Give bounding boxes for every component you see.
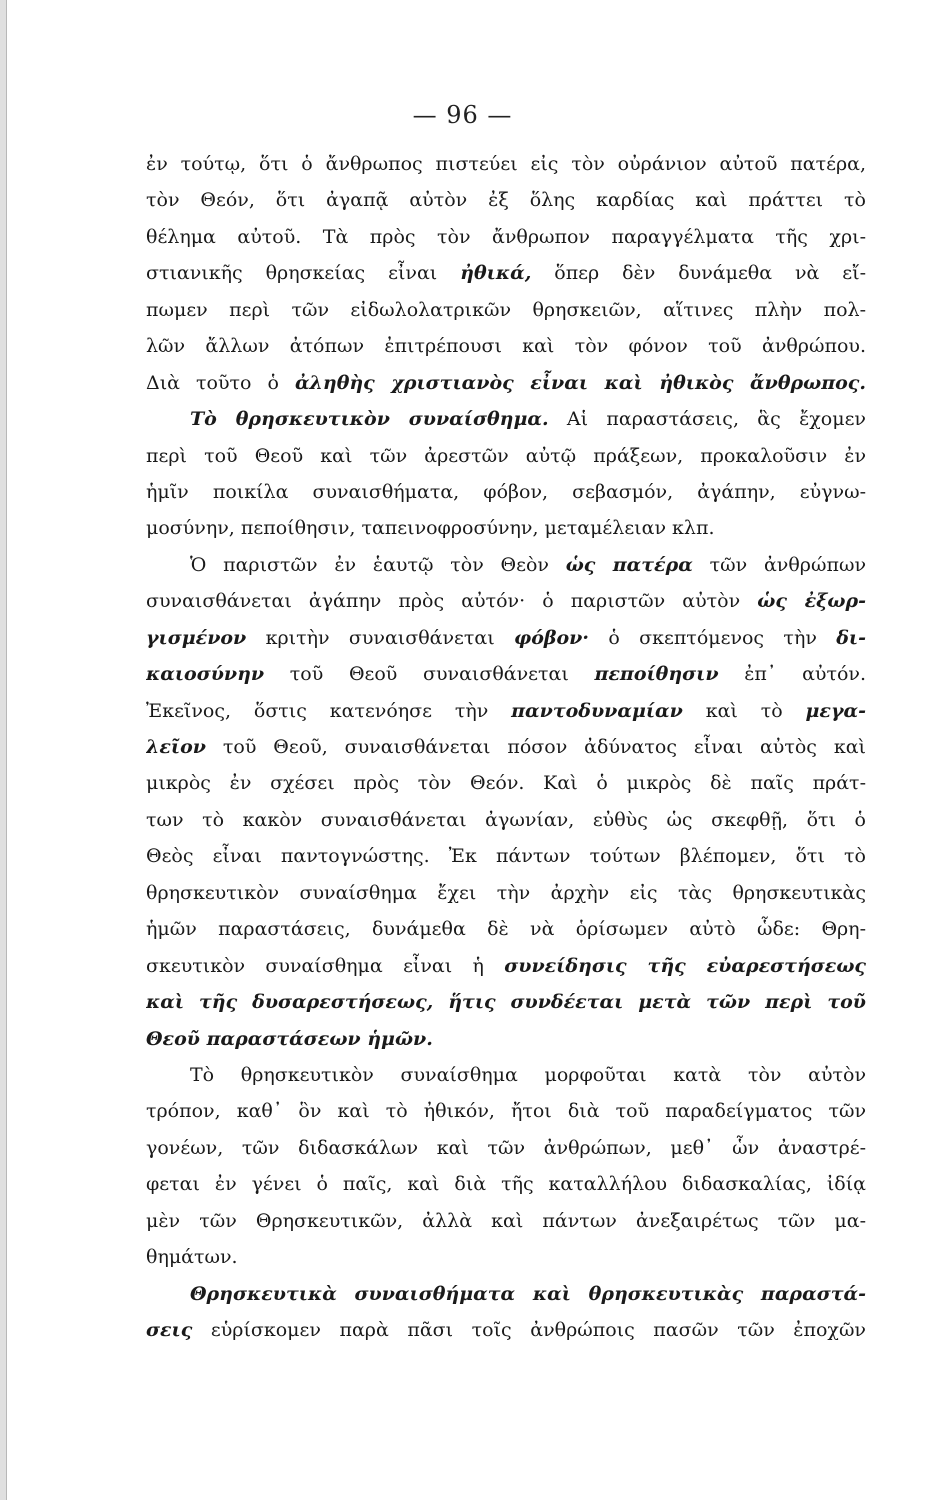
text-line: [146, 620, 866, 656]
text-segment: θέλημα αὐτοῦ. Τὰ πρὸς τὸν ἄνθρωπον παραγγέλματα τῆς χρι-: [146, 225, 866, 248]
text-segment: μοσύνην, πεποίθησιν, ταπεινοφροσύνην, μεταμέλειαν κλπ.: [146, 517, 715, 540]
text-line: [146, 583, 866, 619]
text-segment: ὁ σκεπτόμενος τὴν: [588, 626, 837, 649]
text-segment: συναισθάνεται ἀγάπην πρὸς αὐτόν· ὁ παριστῶν αὐτὸν: [146, 590, 758, 613]
body-text: [146, 146, 866, 1348]
text-segment: κριτὴν συναισθάνεται: [246, 626, 515, 649]
emphasis-text: φόβον·: [514, 626, 589, 649]
emphasis-text: ὡς πατέρα: [565, 553, 693, 576]
text-segment: Αἱ παραστάσεις, ἃς ἔχομεν: [548, 408, 866, 431]
emphasis-text: παντοδυναμίαν: [511, 699, 683, 722]
text-line: [146, 255, 866, 291]
text-segment: Τὸ θρησκευτικὸν συναίσθημα μορφοῦται κατὰ τὸν αὐτὸν: [190, 1063, 866, 1086]
text-line: [146, 1057, 866, 1093]
text-segment: Ὁ παριστῶν ἐν ἑαυτῷ τὸν Θεὸν: [190, 553, 566, 576]
emphasis-text: μεγα-: [805, 699, 866, 722]
text-segment: ἡμῶν παραστάσεις, δυνάμεθα δὲ νὰ ὁρίσωμεν αὐτὸ ὧδε: Θρη-: [146, 918, 866, 941]
text-line: [146, 1239, 866, 1275]
text-segment: Θεὸς εἶναι παντογνώστης. Ἐκ πάντων τούτων βλέπομεν, ὅτι τὸ: [146, 845, 866, 868]
emphasis-text: Θεοῦ παραστάσεων ἡμῶν.: [146, 1027, 433, 1050]
text-line: [146, 838, 866, 874]
text-line: [146, 401, 866, 437]
emphasis-text: γισμένον: [146, 626, 247, 649]
text-line: [146, 365, 866, 401]
text-line: [146, 802, 866, 838]
text-line: [146, 1312, 866, 1348]
text-line: [146, 875, 866, 911]
text-segment: σκευτικὸν συναίσθημα εἶναι ἡ: [146, 954, 505, 977]
text-line: [146, 182, 866, 218]
emphasis-text: σεις: [146, 1319, 193, 1341]
emphasis-text: καὶ τῆς δυσαρεστήσεως, ἥτις συνδέεται μετὰ τῶν περὶ τοῦ: [146, 991, 866, 1014]
emphasis-text: Τὸ θρησκευτικὸν συναίσθημα.: [190, 408, 549, 431]
text-line: [146, 438, 866, 474]
emphasis-text: ὡς ἐξωρ-: [757, 590, 866, 613]
text-segment: τῶν ἀνθρώπων: [692, 553, 866, 576]
text-line: [146, 1276, 866, 1312]
page-edge: [0, 0, 7, 1500]
text-segment: τὸν Θεόν, ὅτι ἀγαπᾷ αὐτὸν ἐξ ὅλης καρδίας καὶ πράττει τὸ: [146, 189, 866, 212]
text-segment: θρησκευτικὸν συναίσθημα ἔχει τὴν ἀρχὴν εἰς τὰς θρησκευτικὰς: [146, 881, 866, 904]
text-segment: ἡμῖν ποικίλα συναισθήματα, φόβον, σεβασμόν, ἀγάπην, εὐγνω-: [146, 480, 866, 503]
text-line: [146, 510, 866, 546]
text-line: [146, 1093, 866, 1129]
emphasis-text: Θρησκευτικὰ συναισθήματα καὶ θρησκευτικὰς παραστά-: [190, 1282, 866, 1305]
text-segment: ἐν τούτῳ, ὅτι ὁ ἄνθρωπος πιστεύει εἰς τὸν οὐράνιον αὐτοῦ πατέρα,: [146, 153, 866, 175]
emphasis-text: ἠθικά,: [460, 262, 532, 285]
text-line: [146, 292, 866, 328]
text-segment: στιανικῆς θρησκείας εἶναι: [146, 262, 461, 285]
text-segment: φεται ἐν γένει ὁ παῖς, καὶ διὰ τῆς καταλλήλου διδασκαλίας, ἰδίᾳ: [146, 1173, 866, 1196]
emphasis-text: καιοσύνην: [146, 663, 265, 686]
text-segment: θημάτων.: [146, 1246, 238, 1269]
text-line: [146, 948, 866, 984]
text-line: [146, 1130, 866, 1166]
text-segment: καὶ τὸ: [682, 699, 806, 722]
page-number: — 96 —: [412, 101, 513, 129]
emphasis-text: λεῖον: [146, 736, 206, 758]
text-line: [146, 984, 866, 1020]
text-segment: μὲν τῶν Θρησκευτικῶν, ἀλλὰ καὶ πάντων ἀνεξαιρέτως τῶν μα-: [146, 1209, 866, 1232]
text-segment: των τὸ κακὸν συναισθάνεται ἀγωνίαν, εὐθὺς ὡς σκεφθῇ, ὅτι ὁ: [146, 808, 866, 831]
text-segment: μικρὸς ἐν σχέσει πρὸς τὸν Θεόν. Καὶ ὁ μικρὸς δὲ παῖς πράτ-: [146, 772, 866, 795]
text-segment: γονέων, τῶν διδασκάλων καὶ τῶν ἀνθρώπων, μεθ᾽ ὧν ἀναστρέ-: [146, 1136, 866, 1159]
text-segment: εὑρίσκομεν παρὰ πᾶσι τοῖς ἀνθρώποις πασῶν τῶν ἐποχῶν: [192, 1319, 866, 1341]
text-line: [146, 729, 866, 765]
emphasis-text: συνείδησις τῆς εὐαρεστήσεως: [504, 954, 866, 977]
text-segment: τρόπον, καθ᾽ ὃν καὶ τὸ ἠθικόν, ἤτοι διὰ τοῦ παραδείγματος τῶν: [146, 1100, 866, 1123]
text-segment: Ἐκεῖνος, ὅστις κατενόησε τὴν: [146, 699, 512, 722]
text-segment: πωμεν περὶ τῶν εἰδωλολατρικῶν θρησκειῶν, αἵτινες πλὴν πολ-: [146, 298, 866, 321]
text-segment: Διὰ τοῦτο ὁ: [146, 371, 295, 394]
text-segment: λῶν ἄλλων ἀτόπων ἐπιτρέπουσι καὶ τὸν φόνον τοῦ ἀνθρώπου.: [146, 335, 866, 358]
text-line: [146, 1203, 866, 1239]
emphasis-text: πεποίθησιν: [594, 663, 719, 686]
text-line: [146, 1021, 866, 1057]
text-segment: ἐπ᾽ αὐτόν.: [718, 663, 866, 686]
emphasis-text: ἀληθὴς χριστιανὸς εἶναι καὶ ἠθικὸς ἄνθρωπος.: [294, 371, 866, 394]
text-line: [146, 146, 866, 182]
text-segment: τοῦ Θεοῦ συναισθάνεται: [264, 663, 595, 686]
text-line: [146, 911, 866, 947]
text-segment: τοῦ Θεοῦ, συναισθάνεται πόσον ἀδύνατος εἶναι αὐτὸς καὶ: [205, 736, 866, 758]
text-segment: ὅπερ δὲν δυνάμεθα νὰ εἴ-: [531, 262, 866, 285]
text-line: [146, 474, 866, 510]
text-segment: περὶ τοῦ Θεοῦ καὶ τῶν ἀρεστῶν αὐτῷ πράξεων, προκαλοῦσιν ἐν: [146, 444, 866, 467]
text-line: [146, 328, 866, 364]
text-line: [146, 693, 866, 729]
text-line: [146, 547, 866, 583]
text-line: [146, 219, 866, 255]
text-line: [146, 1166, 866, 1202]
text-line: [146, 765, 866, 801]
emphasis-text: δι-: [836, 626, 866, 649]
text-line: [146, 656, 866, 692]
